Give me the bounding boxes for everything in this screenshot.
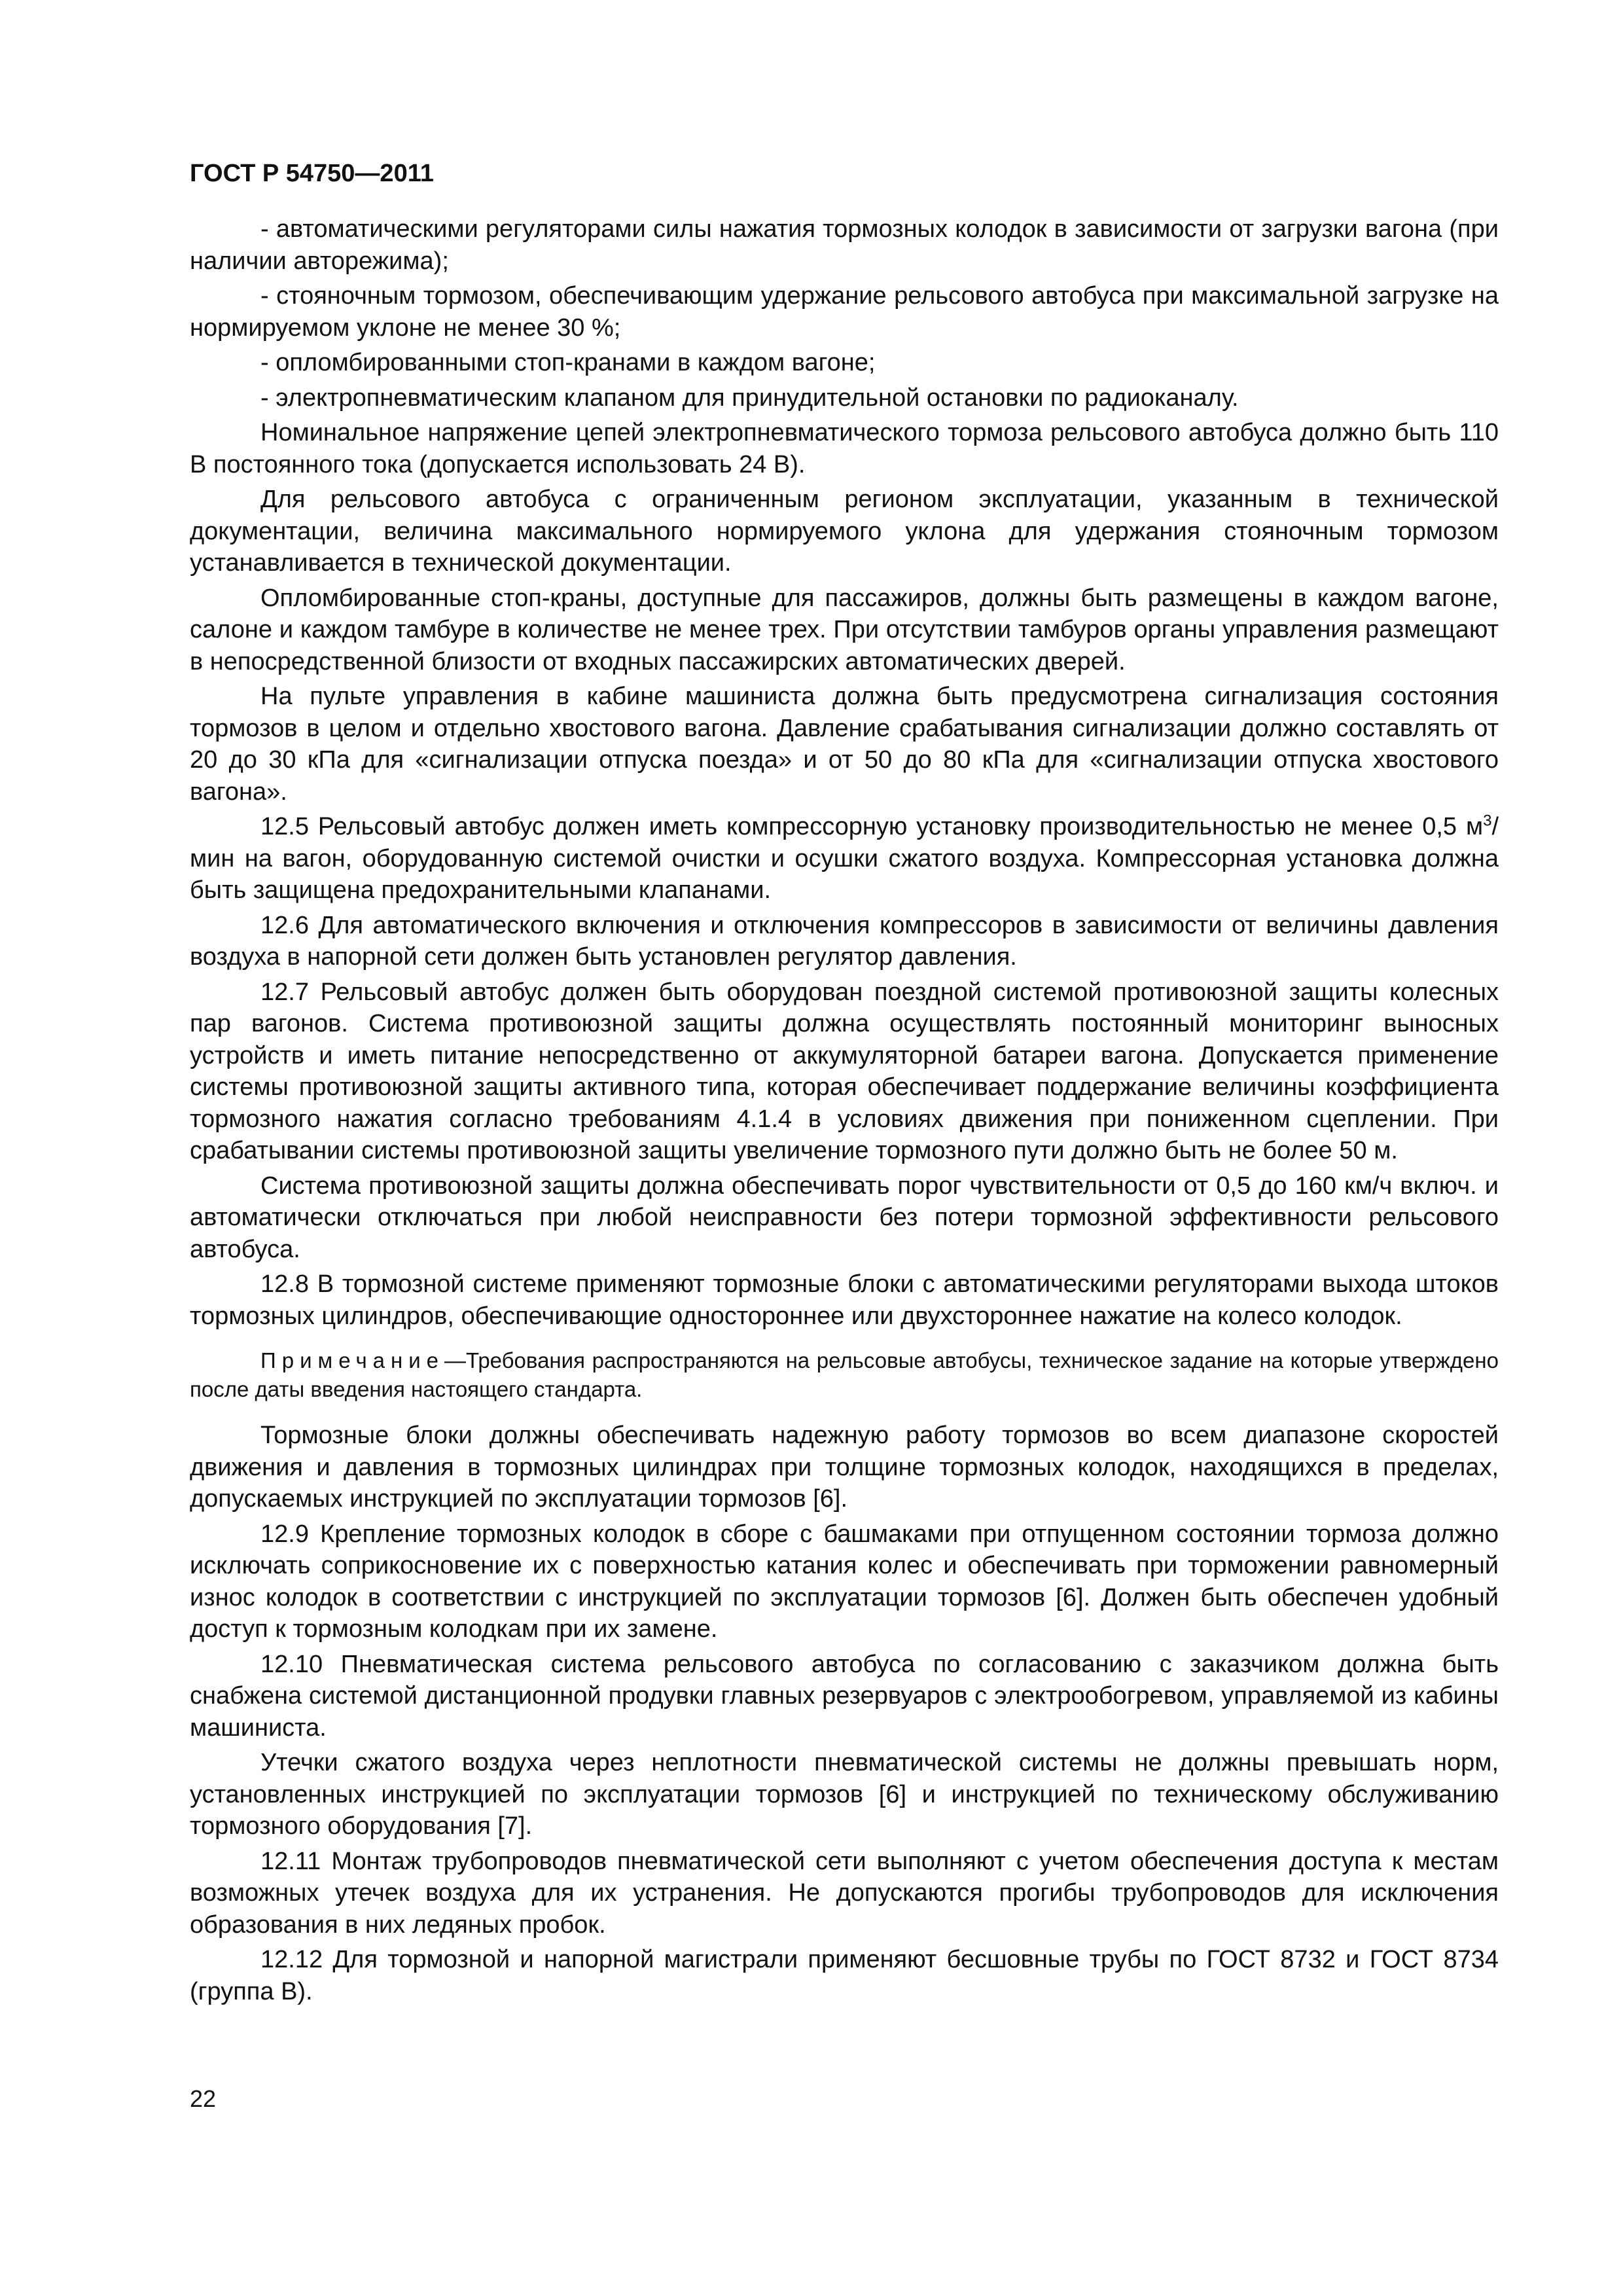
paragraph-signaling: На пульте управления в кабине машиниста должна быть предусмотрена сигнализация состояния тормозов в целом и отдельно хвостового вагона. Давление срабатывания сигнализации должно составлять от 20 до 30 кПа для «сигнализации отпуска поезда» и от 50 до 80 кПа для «сигнализации отпуска хвостового вагона».	[190, 683, 1499, 806]
superscript-cubic: 3	[1483, 812, 1492, 830]
paragraph-brake-blocks: Тормозные блоки должны обеспечивать надежную работу тормозов во всем диапазоне скоростей движения и давления в тормозных цилиндрах при толщине тормозных колодок, находящихся в пределах, допускаемых инструкцией по эксплуатации тормозов [6].	[190, 1422, 1499, 1513]
paragraph-limited-region: Для рельсового автобуса с ограниченным регионом эксплуатации, указанным в технической документации, величина максимального нормируемого уклона для удержания стояночным тормозом устанавливается в технической документации.	[190, 486, 1499, 577]
page-number: 22	[190, 2085, 217, 2112]
paragraph-bullet-1: - автоматическими регуляторами силы нажатия тормозных колодок в зависимости от загрузки вагона (при наличии авторежима);	[190, 215, 1499, 275]
paragraph-12-12: 12.12 Для тормозной и напорной магистрали применяют бесшовные трубы по ГОСТ 8732 и ГОСТ 8734 (группа В).	[190, 1946, 1499, 2005]
paragraph-bullet-4: - электропневматическим клапаном для принудительной остановки по радиоканалу.	[260, 384, 1239, 412]
paragraph-voltage: Номинальное напряжение цепей электропневматического тормоза рельсового автобуса должно быть 110 В постоянного тока (допускается использовать 24 В).	[190, 419, 1499, 478]
paragraph-12-9: 12.9 Крепление тормозных колодок в сборе с башмаками при отпущенном состоянии тормоза должно исключать соприкосновение их с поверхностью катания колес и обеспечивать при торможении равномерный износ колодок в соответствии с инструкцией по эксплуатации тормозов [6]. Должен быть обеспечен удобный доступ к тормозным колодкам при их замене.	[190, 1520, 1499, 1643]
note	[190, 1346, 1499, 1404]
paragraph-bullet-2: - стояночным тормозом, обеспечивающим удержание рельсового автобуса при максимальной загрузке на нормируемом уклоне не менее 30 %;	[190, 282, 1499, 342]
paragraph-stop-valves: Опломбированные стоп-краны, доступные для пассажиров, должны быть размещены в каждом вагоне, салоне и каждом тамбуре в количестве не менее трех. При отсутствии тамбуров органы управления размещают в непосредственной близости от входных пассажирских автоматических дверей.	[190, 584, 1499, 675]
paragraph-bullet-3: - опломбированными стоп-кранами в каждом вагоне;	[260, 349, 876, 376]
paragraph-12-7: 12.7 Рельсовый автобус должен быть оборудован поездной системой противоюзной защиты колесных пар вагонов. Система противоюзной защиты должна осуществлять постоянный мониторинг выносных устройств и иметь питание непосредственно от аккумуляторной батареи вагона. Допускается применение системы противоюзной защиты активного типа, которая обеспечивает поддержание величины коэффициента тормозного нажатия согласно требованиям 4.1.4 в условиях движения при пониженном сцеплении. При срабатывании системы противоюзной защиты увеличение тормозного пути должно быть не более 50 м.	[190, 978, 1499, 1164]
paragraph-12-8: 12.8 В тормозной системе применяют тормозные блоки с автоматическими регуляторами выхода штоков тормозных цилиндров, обеспечивающие одностороннее или двухстороннее нажатие на колесо колодок.	[190, 1270, 1499, 1330]
paragraph-12-11: 12.11 Монтаж трубопроводов пневматической сети выполняют с учетом обеспечения доступа к местам возможных утечек воздуха для их устранения. Не допускаются прогибы трубопроводов для исключения образования в них ледяных пробок.	[190, 1847, 1499, 1939]
paragraph-12-10: 12.10 Пневматическая система рельсового автобуса по согласованию с заказчиком должна быть снабжена системой дистанционной продувки главных резервуаров с электрообогревом, управляемой из кабины машиниста.	[190, 1650, 1499, 1742]
paragraph-air-leaks: Утечки сжатого воздуха через неплотности пневматической системы не должны превышать норм, установленных инструкцией по эксплуатации тормозов [6] и инструкцией по техническому обслуживанию тормозного оборудования [7].	[190, 1749, 1499, 1840]
note-text: —Требования распространяются на рельсовые автобусы, техническое задание на которые утверждено после даты введения настоящего стандарта.	[190, 1348, 1499, 1401]
document-page	[190, 157, 1499, 2011]
paragraph-12-5-end: /мин на вагон, оборудованную системой очистки и осушки сжатого воздуха. Компрессорная установка должна быть защищена предохранительными клапанами.	[190, 813, 1499, 904]
paragraph-12-5	[190, 811, 1499, 906]
paragraph-anti-skid: Система противоюзной защиты должна обеспечивать порог чувствительности от 0,5 до 160 км/ч включ. и автоматически отключаться при любой неисправности без потери тормозной эффективности рельсового автобуса.	[190, 1172, 1499, 1263]
paragraph-12-5-start: 12.5 Рельсовый автобус должен иметь компрессорную установку производительностью не менее 0,5 м	[260, 813, 1484, 840]
note-label: Примечание	[260, 1348, 445, 1372]
document-header: ГОСТ Р 54750—2011	[190, 160, 434, 187]
paragraph-12-6: 12.6 Для автоматического включения и отключения компрессоров в зависимости от величины давления воздуха в напорной сети должен быть установлен регулятор давления.	[190, 911, 1499, 971]
